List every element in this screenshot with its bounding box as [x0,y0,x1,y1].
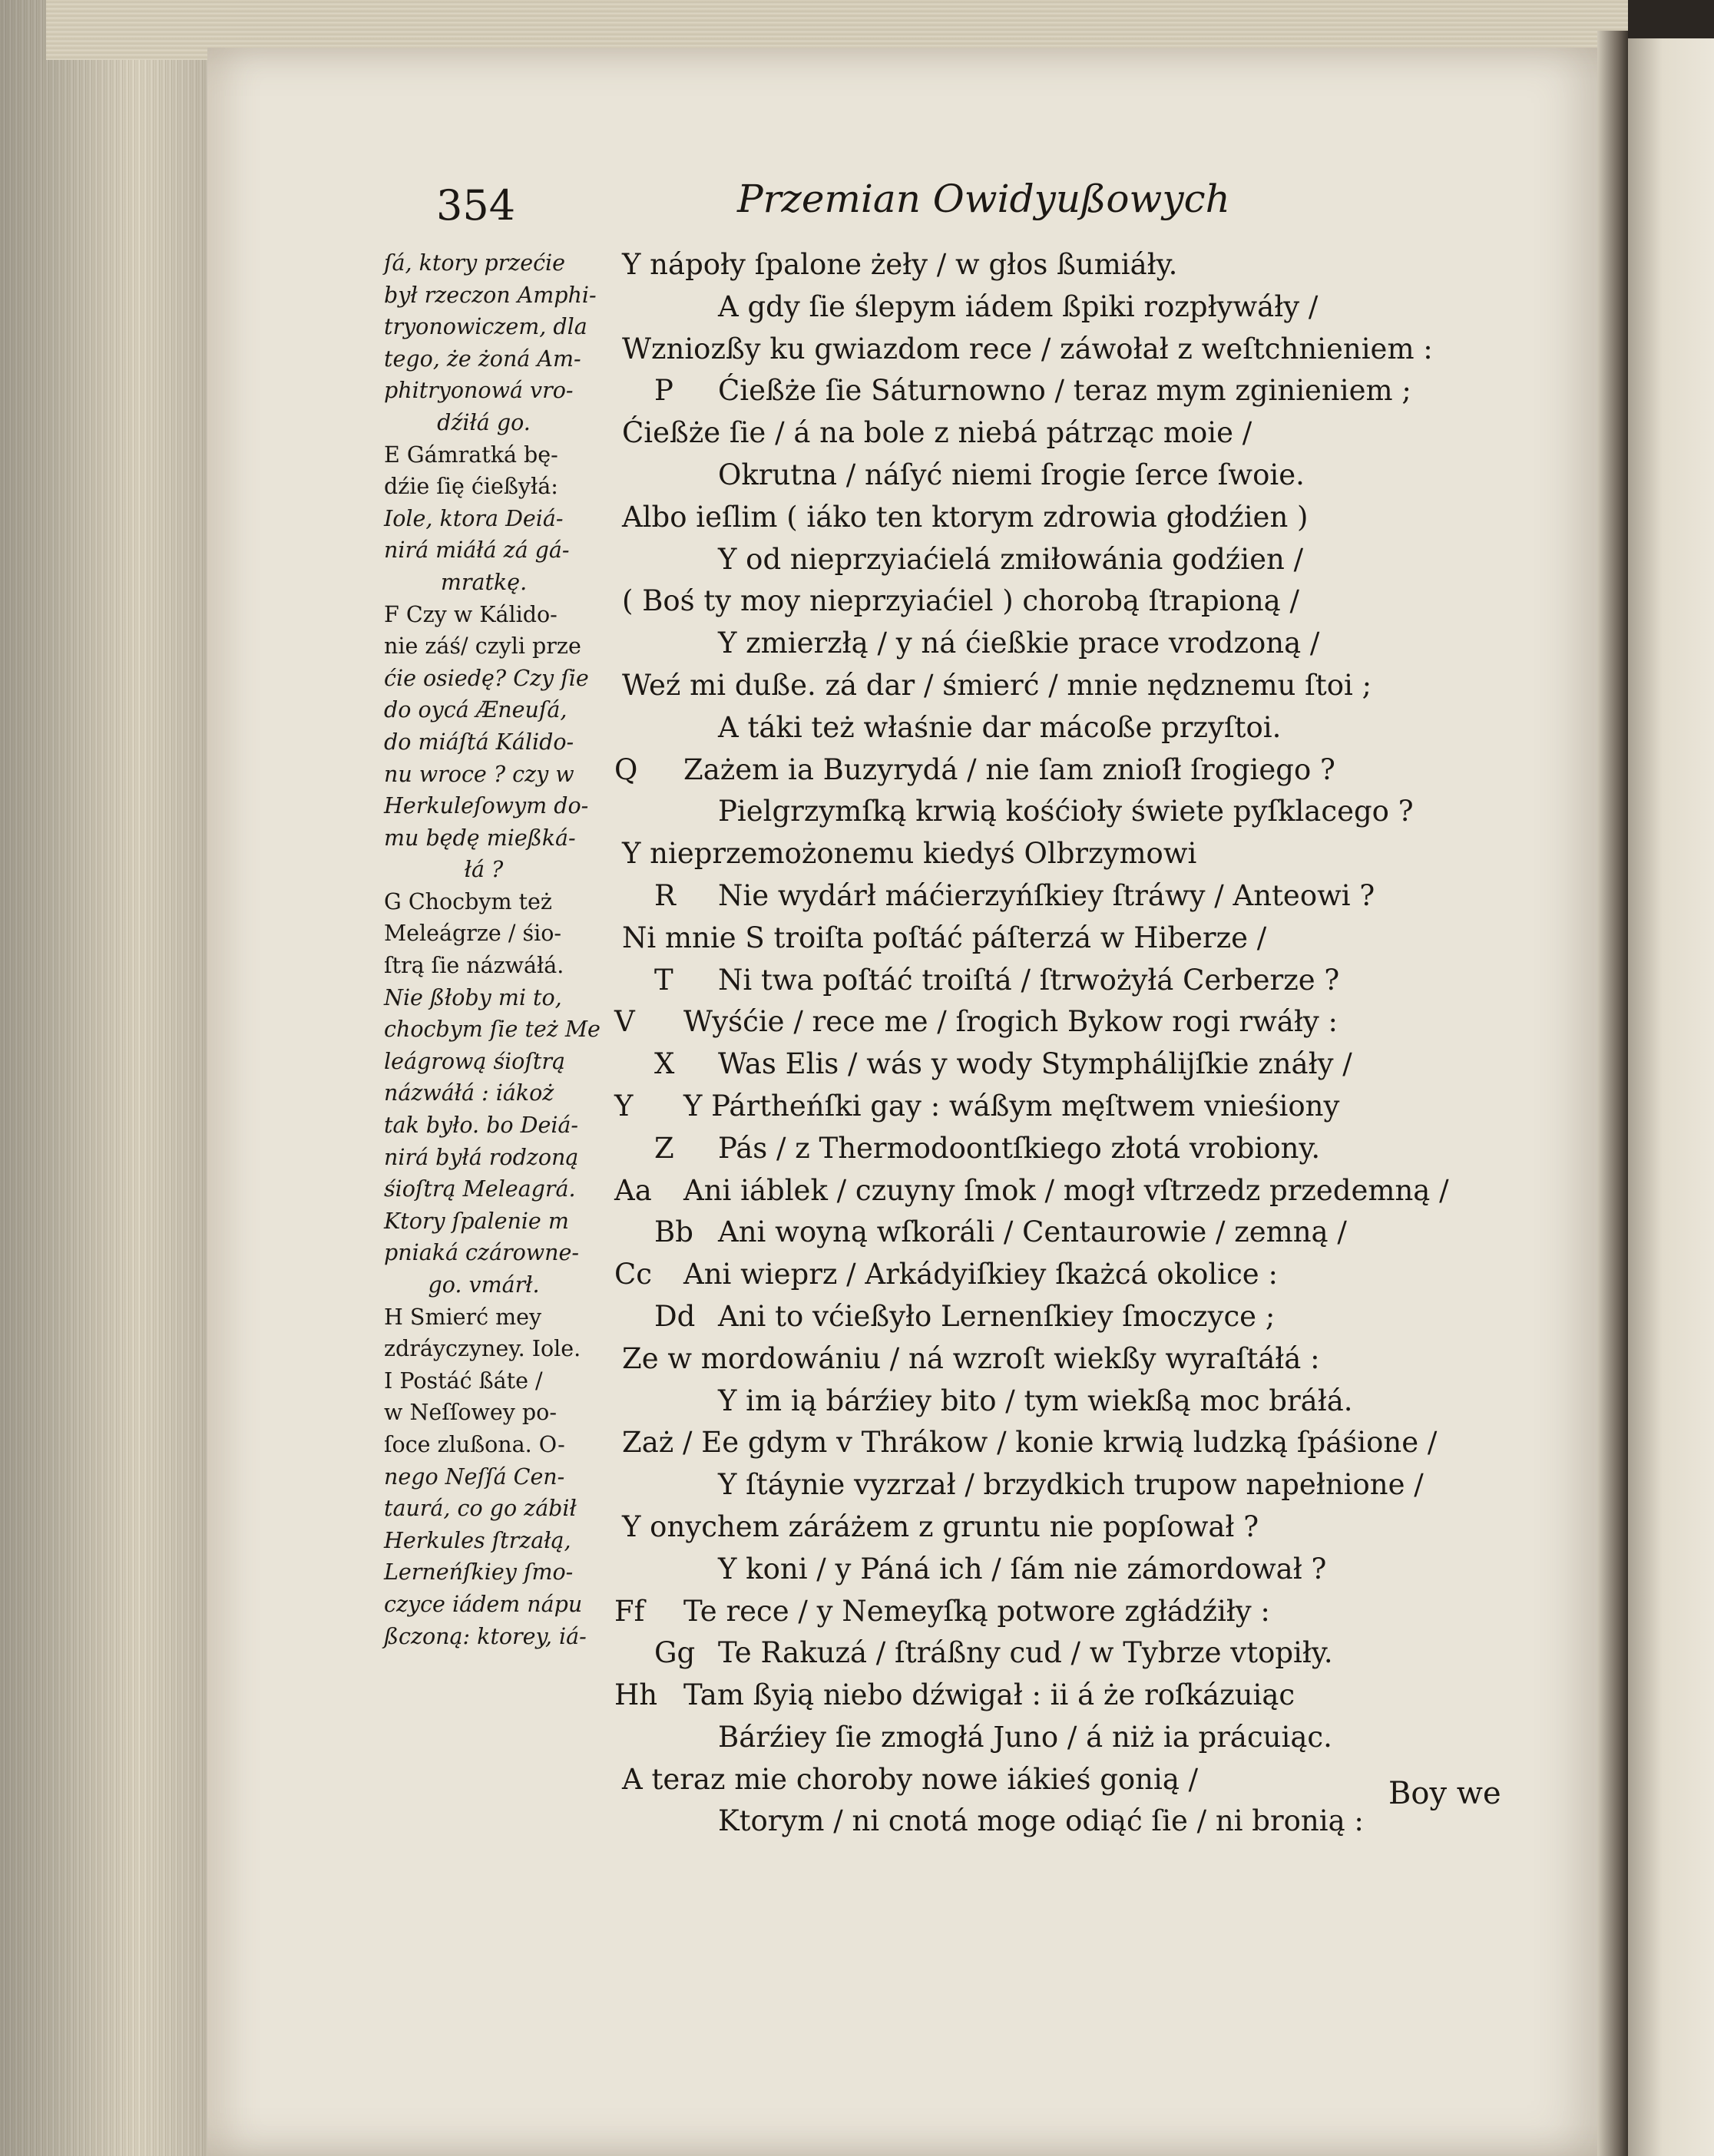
verse-text: Ani wieprz / Arkádyiſkiey ſkażcá okolice : [683,1258,1278,1291]
verse-text: Y od nieprzyiaćielá zmiłowánia godźien / [718,542,1304,576]
catchword: Boy we [1388,1776,1501,1811]
verse-text: A teraz mie choroby nowe iákieś gonią / [622,1762,1199,1796]
verse-line [614,1717,1590,1759]
marginal-note-line: tryonowiczem, dla [384,314,587,340]
marginal-note-line: Meleágrze / śio- [384,921,562,947]
verse-line [614,244,1590,286]
marginal-note-line: G Chocbym też [384,888,552,914]
verse-text: Bárźiey ſie zmogłá Juno / á niż ia prácuiąc. [718,1720,1332,1754]
marginal-note-line: nirá byłá rodzoną [384,1144,579,1170]
verse-text: Wzniozßy ku gwiazdom rece / záwołał z weſtchnieniem : [622,332,1433,365]
verse-line [614,1086,1590,1128]
verse-text: Y Pártheńſki gay : wáßym męſtwem vnieśiony [683,1089,1340,1123]
verse-line [614,1338,1590,1381]
marginal-note-line: ſá, ktory przećie [384,250,566,276]
marginal-note-line: dźie ſię ćießyłá: [384,474,558,500]
verse-line [614,1212,1590,1254]
verse-marker: Hh [614,1678,658,1712]
verse-marker: R [654,878,676,912]
marginal-note-line: łá ? [464,857,504,883]
verse-line [614,329,1590,371]
verse-line [614,580,1590,623]
marginal-note-line: E Gámratká bę- [384,441,558,468]
marginal-note-line: był rzeczon Amphi- [384,282,597,308]
verse-text: A gdy ſie ślepym iádem ßpiki rozpływáły / [718,289,1319,323]
verse-marker: Aa [614,1173,652,1207]
verse-text: Ani iáblek / czuyny ſmok / mogł vſtrzedz przedemną / [683,1173,1449,1207]
verse-text: Y ſtáynie vyzrzał / brzydkich trupow napełnione / [718,1468,1424,1502]
verse-line [614,1632,1590,1675]
marginal-note-line: H Smierć mey [384,1304,542,1330]
verse-text: Y nieprzemożonemu kiedyś Olbrzymowi [622,837,1197,871]
verse-text: Ćießże ſie Sáturnowno / teraz mym zginieniem ; [718,374,1411,408]
running-title: Przemian Owidyußowych [737,177,1230,221]
verse-text: Wyśćie / rece me / ſrogich Bykow rogi rwáły : [683,1005,1338,1039]
verse-line [614,707,1590,749]
marginal-notes [384,247,607,1652]
verse-text: Nie wydárł máćierzyńſkiey ſtráwy / Anteowi ? [718,878,1375,912]
verse-text: Tam ßyią niebo dźwigał : ii á że roſkázuiąc [683,1678,1295,1712]
verse-line [614,455,1590,497]
verse-line [614,833,1590,875]
verse-line [614,1001,1590,1043]
verse-line [614,370,1590,412]
verse-line [614,875,1590,918]
marginal-note-line: Herkuleſowym do- [384,793,589,819]
verse-text: Y im ią bárźiey bito / tym wiekßą moc bráłá. [718,1384,1353,1417]
verse-line [614,1170,1590,1212]
marginal-note-line: do miáſtá Kálido- [384,729,574,755]
verse-marker: P [654,374,673,408]
verse-marker: Q [614,752,638,786]
verse-text: Pielgrzymſką krwią kośćioły świete pyſklacego ? [718,795,1414,828]
verse-line [614,539,1590,581]
marginal-note-line: Ktory ſpalenie m [384,1208,569,1234]
verse-text: Was Elis / wás y wody Stymphálijſkie znáły / [718,1047,1352,1081]
verse-line [614,918,1590,960]
verse-text: Ćießże ſie / á na bole z niebá pátrząc moie / [622,416,1252,450]
verse-text: Okrutna / náſyć niemi ſrogie ſerce ſwoie. [718,458,1305,491]
marginal-note-line: nego Neſſá Cen- [384,1463,565,1490]
marginal-note-line: mu będę mießká- [384,825,576,851]
verse-line [614,623,1590,665]
verse-text: Y onychem záráżem z gruntu nie popſował ? [622,1510,1259,1543]
verse-text: Ni mnie S troiſta poſtáć páſterzá w Hiberze / [622,921,1267,954]
verse-line [614,665,1590,707]
verse-marker: Ff [614,1594,645,1628]
verse-text: Te rece / y Nemeyſką potwore zgłádźiły : [683,1594,1270,1628]
verse-marker: V [614,1005,635,1039]
verse-text: Ktorym / ni cnotá moge odiąć ſie / ni bronią : [718,1804,1364,1838]
verse-line [614,1675,1590,1717]
marginal-note-line: názwáłá : iákoż [384,1080,554,1106]
marginal-note-line: czyce iádem nápu [384,1591,583,1617]
marginal-note-line: chocbym ſie też Me [384,1017,601,1043]
marginal-note-line: dźiłá go. [437,409,531,435]
marginal-note-line: taurá, co go zábił [384,1496,577,1522]
marginal-note-line: leágrową śioſtrą [384,1048,565,1074]
verse-text: Albo ieſlim ( iáko ten ktorym zdrowia głodźien ) [622,500,1309,534]
verse-line [614,1506,1590,1549]
marginal-note-line: F Czy w Kálido- [384,601,558,627]
verse-line [614,791,1590,833]
verse-line [614,412,1590,455]
verse-column [614,244,1590,1843]
left-page-stack [0,0,230,2156]
verse-text: Y nápoły ſpalone żeły / w głos ßumiáły. [622,248,1178,281]
marginal-note-line: go. vmárł. [428,1272,540,1298]
verse-line [614,1296,1590,1338]
verse-text: Ani woyną wſkoráli / Centaurowie / zemną / [718,1215,1347,1249]
verse-line [614,749,1590,792]
facing-page-edge [1628,38,1714,2156]
verse-line [614,1422,1590,1464]
marginal-note-line: ßczoną: ktorey, iá- [384,1623,587,1649]
verse-marker: Y [614,1089,634,1123]
marginal-note-line: zdráyczyney. Iole. [384,1336,581,1362]
verse-line [614,1549,1590,1591]
book-gutter [1597,31,1628,2156]
verse-text: Te Rakuzá / ſtráßny cud / w Tybrze vtopiły. [718,1636,1333,1670]
verse-text: Weź mi duße. zá dar / śmierć / mnie nędznemu ſtoi ; [622,668,1372,702]
marginal-note-line: ćie osiedę? Czy ſie [384,665,589,691]
marginal-note-line: ſtrą ſie názwáłá. [384,953,564,979]
verse-line [614,1128,1590,1170]
verse-text: Ani to vćießyło Lernenſkiey ſmoczyce ; [718,1299,1276,1333]
marginal-note-line: nirá miáłá zá gá- [384,537,570,564]
marginal-note-line: phitryonowá vro- [384,378,574,404]
verse-marker: Z [654,1131,674,1165]
marginal-note-line: tego, że żoná Am- [384,346,581,372]
marginal-note-line: tak było. bo Deiá- [384,1113,579,1139]
verse-line [614,1381,1590,1423]
verse-text: A táki też właśnie dar mácoße przyſtoi. [718,710,1282,744]
verse-text: Pás / z Thermodoontſkiego złotá vrobiony. [718,1131,1321,1165]
verse-line [614,960,1590,1002]
verse-text: Zażem ia Buzyrydá / nie ſam znioſł ſrogiego ? [683,752,1335,786]
verse-text: Y koni / y Páná ich / ſám nie zámordował ? [718,1552,1327,1586]
verse-line [614,497,1590,539]
marginal-note-line: do oycá Æneuſá, [384,697,567,723]
marginal-note-line: śioſtrą Meleagrá. [384,1176,576,1202]
verse-line [614,286,1590,329]
verse-text: Ni twa poſtáć troiſtá / ſtrwożyłá Cerberze ? [718,963,1340,997]
verse-text: Zaż / Ee gdym v Thrákow / konie krwią ludzką ſpáśione / [622,1426,1438,1460]
marginal-note-line: Lerneńſkiey ſmo- [384,1559,574,1586]
verse-text: Ze w mordowániu / ná wzroſt wiekßy wyraſtáłá : [622,1341,1320,1375]
marginal-note-line: nu wroce ? czy w [384,761,574,787]
verse-line [614,1591,1590,1633]
verse-marker: Gg [654,1636,696,1670]
page-number: 354 [436,181,516,230]
verse-marker: Bb [654,1215,693,1249]
verse-line [614,1254,1590,1296]
verse-text: Y zmierzłą / y ná ćießkie prace vrodzoną / [718,627,1320,660]
verse-marker: Dd [654,1299,696,1333]
marginal-note-line: Iole, ktora Deiá- [384,505,564,531]
verse-marker: Cc [614,1258,653,1291]
verse-text: ( Boś ty moy nieprzyiaćiel ) chorobą ſtrapioną / [622,584,1299,618]
verse-line [614,1043,1590,1086]
marginal-note-line: I Postáć ßáte / [384,1367,543,1394]
verse-marker: T [654,963,673,997]
marginal-note-line: Nie ßłoby mi to, [384,984,562,1010]
marginal-note-line: pniaká czárowne- [384,1240,580,1266]
marginal-note-line: w Neſſowey po- [384,1400,557,1426]
marginal-note-line: Herkules ſtrzałą, [384,1527,571,1553]
verse-line [614,1464,1590,1506]
verse-marker: X [654,1047,675,1081]
marginal-note-line: ſoce zlußona. O- [384,1431,565,1457]
marginal-note-line: mratkę. [440,569,528,595]
marginal-note-line: nie záś/ czyli prze [384,633,581,660]
